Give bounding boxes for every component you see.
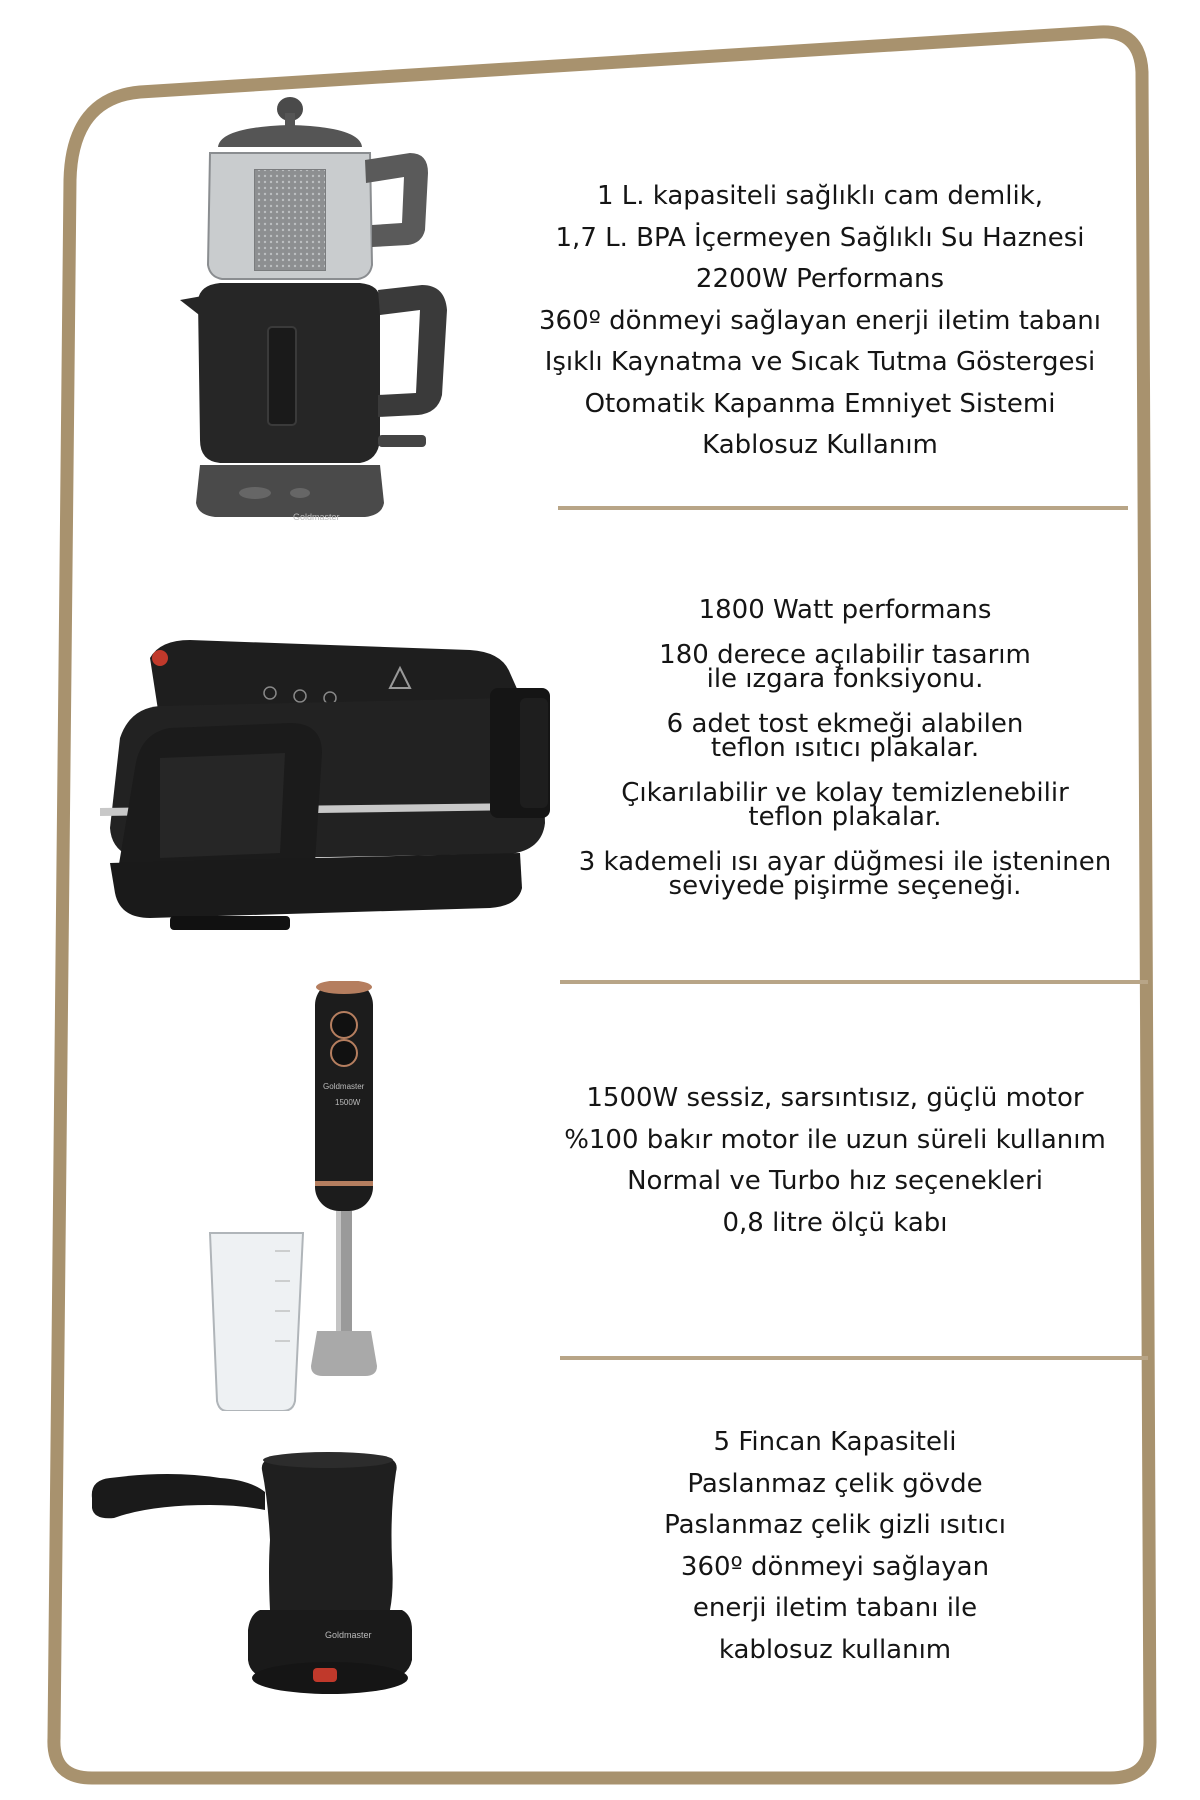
feature-line: 1,7 L. BPA İçermeyen Sağlıklı Su Haznesi <box>555 222 1085 253</box>
feature-line: 1500W sessiz, sarsıntısız, güçlü motor <box>586 1083 1084 1113</box>
feature-line: ile ızgara fonksiyonu. <box>706 664 984 694</box>
section-coffee-maker <box>0 1360 1200 1780</box>
feature-line: enerji iletim tabanı ile <box>692 1593 978 1623</box>
hand-blender-features <box>530 1078 1140 1244</box>
tea-maker-brand-logo: Goldmaster <box>293 512 340 522</box>
feature-line: Paslanmaz çelik gövde <box>687 1468 983 1499</box>
feature-line: Normal ve Turbo hız seçenekleri <box>627 1166 1043 1196</box>
feature-line: teflon ısıtıcı plakalar. <box>710 733 980 763</box>
feature-line: 1 L. kapasiteli sağlıklı cam demlik, <box>596 181 1044 211</box>
feature-line: 5 Fincan Kapasiteli <box>713 1427 957 1457</box>
hand-blender-image <box>205 981 405 1411</box>
coffee-maker-image <box>90 1450 430 1760</box>
feature-line: 3 kademeli ısı ayar düğmesi ile isteninen <box>578 847 1112 877</box>
feature-line: 0,8 litre ölçü kabı <box>722 1207 948 1238</box>
coffee-maker-brand-logo: Goldmaster <box>325 1630 372 1640</box>
blender-brand-logo: Goldmaster <box>323 1082 365 1091</box>
feature-line: kablosuz kullanım <box>718 1634 952 1665</box>
feature-line: Kablosuz Kullanım <box>702 430 938 460</box>
feature-line: Çıkarılabilir ve kolay temizlenebilir <box>621 778 1069 808</box>
feature-line: teflon plakalar. <box>748 802 942 832</box>
feature-line: %100 bakır motor ile uzun süreli kullanım <box>564 1124 1106 1155</box>
feature-line: 360º dönmeyi sağlayan enerji iletim tabanı <box>538 305 1102 336</box>
section-divider <box>558 506 1128 510</box>
feature-line: 360º dönmeyi sağlayan <box>680 1551 990 1582</box>
feature-line: Otomatik Kapanma Emniyet Sistemi <box>584 388 1056 419</box>
blender-model-label: 1500W <box>335 1098 361 1107</box>
feature-line: 180 derece açılabilir tasarım <box>659 640 1031 670</box>
coffee-maker-features <box>520 1422 1150 1671</box>
section-tea-maker <box>0 0 1200 520</box>
feature-line: 1800 Watt performans <box>698 595 992 625</box>
grill-image <box>90 628 570 958</box>
feature-line: 2200W Performans <box>695 264 945 294</box>
feature-line: Işıklı Kaynatma ve Sıcak Tutma Göstergesi <box>544 347 1096 377</box>
feature-line: seviyede pişirme seçeneği. <box>668 871 1022 901</box>
section-hand-blender <box>0 980 1200 1360</box>
section-grill <box>0 520 1200 980</box>
feature-line: Paslanmaz çelik gizli ısıtıcı <box>664 1510 1006 1540</box>
feature-line: 6 adet tost ekmeği alabilen <box>666 709 1024 739</box>
tea-maker-features <box>500 176 1140 467</box>
grill-features <box>530 595 1160 901</box>
